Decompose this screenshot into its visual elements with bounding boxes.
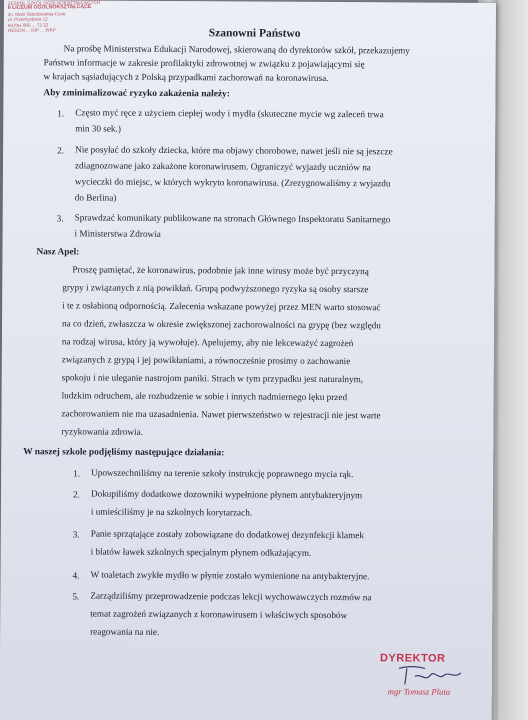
intro-line: w krajach sąsiadujących z Polską przypadkami zachorowań na koronawirusa.	[43, 71, 329, 83]
list-number: 1.	[73, 468, 81, 479]
school-actions-heading: W naszej szkole podjęliśmy następujące działania:	[23, 447, 225, 459]
school-stamp	[8, 0, 116, 33]
list-item-line: i blatów ławek szkolnych specjalnym płynem odkażającym.	[90, 546, 312, 558]
list-item-line: wycieczki do miejsc, w których wykryto koronawirusa. (Zrezygnowaliśmy z wyjazdu	[74, 176, 391, 189]
list-number: 2.	[72, 489, 80, 500]
stamp-line: REGON ... NIP ... WKP	[8, 27, 56, 33]
list-item-line: Upowszechniliśmy na terenie szkoły instrukcję poprawnego mycia rąk.	[91, 467, 354, 480]
list-item-line: do Berlina)	[74, 192, 117, 203]
stamp-line: tel./fax 065 ... 72 22	[7, 22, 49, 28]
list-item-line: i umieściliśmy je na szkolnych korytarzach.	[90, 506, 253, 518]
intro-line: Państwu informacje w zakresie profilaktyki zdrowotnej w związku z pojawiającymi się	[43, 57, 365, 70]
list-item-line: i Ministerstwa Zdrowia	[74, 228, 161, 239]
stamp-line: ZESPÓŁ SZKÓŁ OGÓLNOKSZTAŁCĄCYCH	[7, 0, 101, 6]
appeal-line: Proszę pamiętać, że koronawirus, podobnie jak inne wirusy może być przyczyną	[72, 264, 369, 277]
stamp-line: ul. Przemysłowa 12	[7, 16, 48, 23]
list-number: 3.	[72, 529, 80, 540]
list-number: 5.	[72, 591, 80, 602]
list-item-line: zdiagnozowane jako zakażone koronawirusem. Ograniczyć wyjazdy uczniów na	[74, 160, 371, 173]
list-number: 2.	[57, 145, 65, 156]
risk-heading: Aby zminimalizować ryzyko zakażenia należy:	[43, 88, 230, 100]
background-wall	[498, 0, 528, 720]
appeal-line: spokoju i nie uleganie nastrojom paniki. Strach w tym przypadku jest naturalnym,	[61, 372, 364, 385]
list-item-line: Panie sprzątające zostały zobowiązane do dodatkowej dezynfekcji klamek	[90, 528, 364, 541]
intro-line: Na prośbę Ministerstwa Edukacji Narodowej, skierowaną do dyrektorów szkół, przekazujemy	[63, 43, 410, 56]
list-item-line: temat zagrożeń związanych z koronawirusem i właściwych sposobów	[90, 608, 348, 621]
stamp-line: II LICEUM OGÓLNOKSZTAŁCĄCE	[7, 4, 92, 12]
stamp-line: im. Marii Skłodowskiej-Curie	[7, 11, 66, 17]
list-number: 3.	[56, 213, 64, 224]
director-name: mgr Tomasz Pluta	[387, 686, 451, 697]
list-item-line: reagowania na nie.	[90, 626, 160, 637]
appeal-line: ryzykowania zdrowia.	[61, 426, 144, 437]
list-number: 1.	[57, 108, 65, 119]
list-item-line: Sprawdzać komunikaty publikowane na stronach Głównego Inspektoratu Sanitarnego	[74, 212, 391, 225]
list-item-line: Nie posyłać do szkoły dziecka, które ma objawy chorobowe, nawet jeśli nie są jeszcze	[75, 144, 393, 157]
list-item-line: min 30 sek.)	[75, 123, 121, 134]
list-number: 4.	[72, 570, 80, 581]
list-item-line: W toaletach zwykłe mydło w płynie zostało wymienione na antybakteryjne.	[90, 569, 370, 582]
appeal-line: i te z osłabioną odpornością. Zalecenia wskazane powyżej przez MEN warto stosować	[62, 300, 381, 313]
list-item-line: Zarządziliśmy przeprowadzenie podczas lekcji wychowawczych rozmów na	[90, 590, 372, 603]
appeal-line: zachorowaniem nie ma uzasadnienia. Nawet pierwszeństwo w rejestracji nie jest warte	[61, 408, 381, 421]
appeal-line: związanych z grypą i jej powikłaniami, a równocześnie prosimy o zachowanie	[61, 354, 351, 367]
appeal-line: ludzkim odruchem, ale rozbudzenie w sobie i innych nadmiernego lęku przed	[61, 390, 348, 403]
list-item-line: Często myć ręce z użyciem ciepłej wody i mydła (skuteczne mycie wg zaleceń trwa	[75, 107, 384, 120]
appeal-line: grypy i związanych z nią powikłań. Grupą podwyższonego ryzyka są osoby starsze	[62, 282, 369, 295]
appeal-line: na rodzaj wirusa, który ją wywołuje). Apelujemy, aby nie lekceważyć zagrożeń	[61, 336, 354, 349]
appeal-heading: Nasz Apel:	[36, 247, 80, 258]
handwritten-signature	[395, 662, 465, 688]
director-stamp-title: DYREKTOR	[379, 652, 446, 665]
list-item-line: Dokupiliśmy dodatkowe dozowniki wypełnione płynem antybakteryjnym	[90, 488, 363, 501]
document-title: Szanowni Państwo	[208, 27, 301, 40]
appeal-line: na co dzień, zwłaszcza w okresie zwiększonej zachorowalności na grypę (bez względu	[61, 318, 381, 331]
